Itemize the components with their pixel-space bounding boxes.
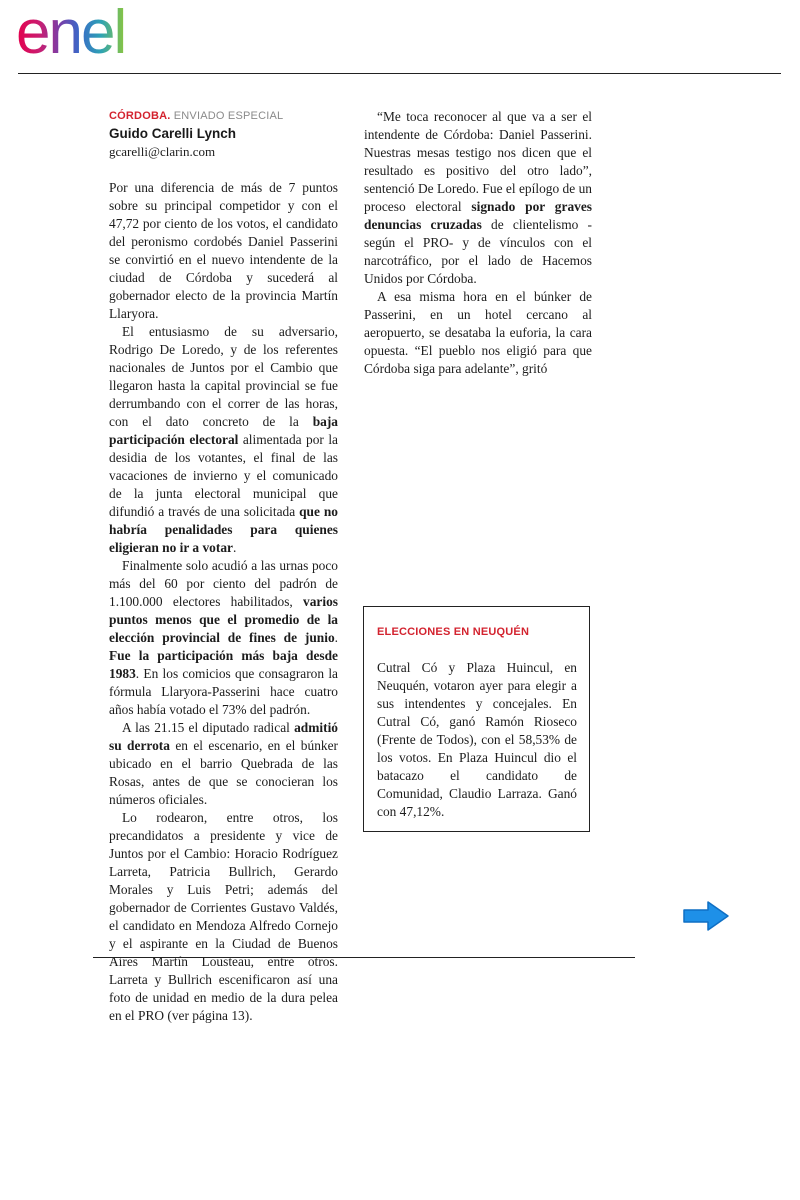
kicker <box>109 108 338 124</box>
footer-divider <box>93 957 635 958</box>
article-column-1 <box>109 108 338 1025</box>
arrow-shape <box>684 902 728 930</box>
sidebar-box-text: Cutral Có y Plaza Huincul, en Neuquén, votaron ayer para elegir a sus intendentes y concejales. En Cutral Có, ganó Ramón Rioseco (Frente de Todos), con el 58,53% de los votos. En Plaza Huincul dio el batacazo el candidato de Comunidad, Claudio Larraza. Ganó con 47,12%. <box>377 660 577 819</box>
author-name: Guido Carelli Lynch <box>109 126 237 141</box>
author-email[interactable]: gcarelli@clarin.com <box>109 144 216 159</box>
paragraph-6: “Me toca reconocer al que va a ser el intendente de Córdoba: Daniel Passerini. Nuestras mesas testigo nos dicen que el resultado es positivo del otro lado”, sentenció De Loredo. Fue el epílogo de un proceso electoral signado por graves denuncias cruzadas de clientelismo -según el PRO- y de vínculos con el narcotráfico, por el lado de Hacemos Unidos por Córdoba. <box>364 109 593 286</box>
enel-logo: enel <box>16 0 126 67</box>
paragraph-3: Finalmente solo acudió a las urnas poco más del 60 por ciento del padrón de 1.100.000 electores habilitados, varios puntos menos que el promedio de la elección provincial de fines de junio. Fue la participación más baja desde 1983. En los comicios que consagraron la fórmula Llaryora-Passerini hace cuatro años había votado el 73% del padrón. <box>109 558 338 717</box>
sidebar-box-title: ELECCIONES EN NEUQUÉN <box>377 626 530 638</box>
article-column-2 <box>364 108 592 378</box>
paragraph-5: Lo rodearon, entre otros, los precandidatos a presidente y vice de Juntos por el Cambio: Horacio Rodríguez Larreta, Patricia Bullrich, Gerardo Morales y Luis Petri; además del gobernador de Corrientes Gustavo Valdés, el candidato en Mendoza Alfredo Cornejo y el aspirante en la Ciudad de Buenos Aires Martín Lousteau, entre otros. Larreta y Bullrich escenificaron así una foto de unidad en medio de la dura pelea en el PRO (ver página 13). <box>109 810 338 1023</box>
paragraph-4: A las 21.15 el diputado radical admitió su derrota en el escenario, en el búnker ubicado en el barrio Quebrada de las Rosas, antes de que se conocieran los números oficiales. <box>109 720 338 807</box>
kicker-role: ENVIADO ESPECIAL <box>170 110 284 122</box>
paragraph-2: El entusiasmo de su adversario, Rodrigo De Loredo, y de los referentes nacionales de Juntos por el Cambio que llegaron hasta la capital provincial se fue derrumbando con el correr de las horas, con el dato concreto de la baja participación electoral alimentada por la desidia de los votantes, el final de las vacaciones de invierno y el comunicado de la junta electoral municipal que difundió a través de una solicitada que no habría penalidades para quienes eligieran no ir a votar. <box>109 324 338 555</box>
kicker-place: CÓRDOBA. <box>109 110 171 122</box>
right-arrow-icon[interactable] <box>681 899 731 933</box>
paragraph-1: Por una diferencia de más de 7 puntos sobre su principal competidor y con el 47,72 por ciento de los votos, el candidato del peronismo cordobés Daniel Passerini se convirtió en el nuevo intendente de la ciudad de Córdoba y sucederá al gobernador electo de la provincia Martín Llaryora. <box>109 180 338 321</box>
header-divider <box>18 73 781 74</box>
sidebar-box <box>363 606 590 832</box>
paragraph-7: A esa misma hora en el búnker de Passerini, en un hotel cercano al aeropuerto, se desataba la euforia, la cara opuesta. “El pueblo nos eligió para que Córdoba siga para adelante”, gritó <box>364 289 592 376</box>
